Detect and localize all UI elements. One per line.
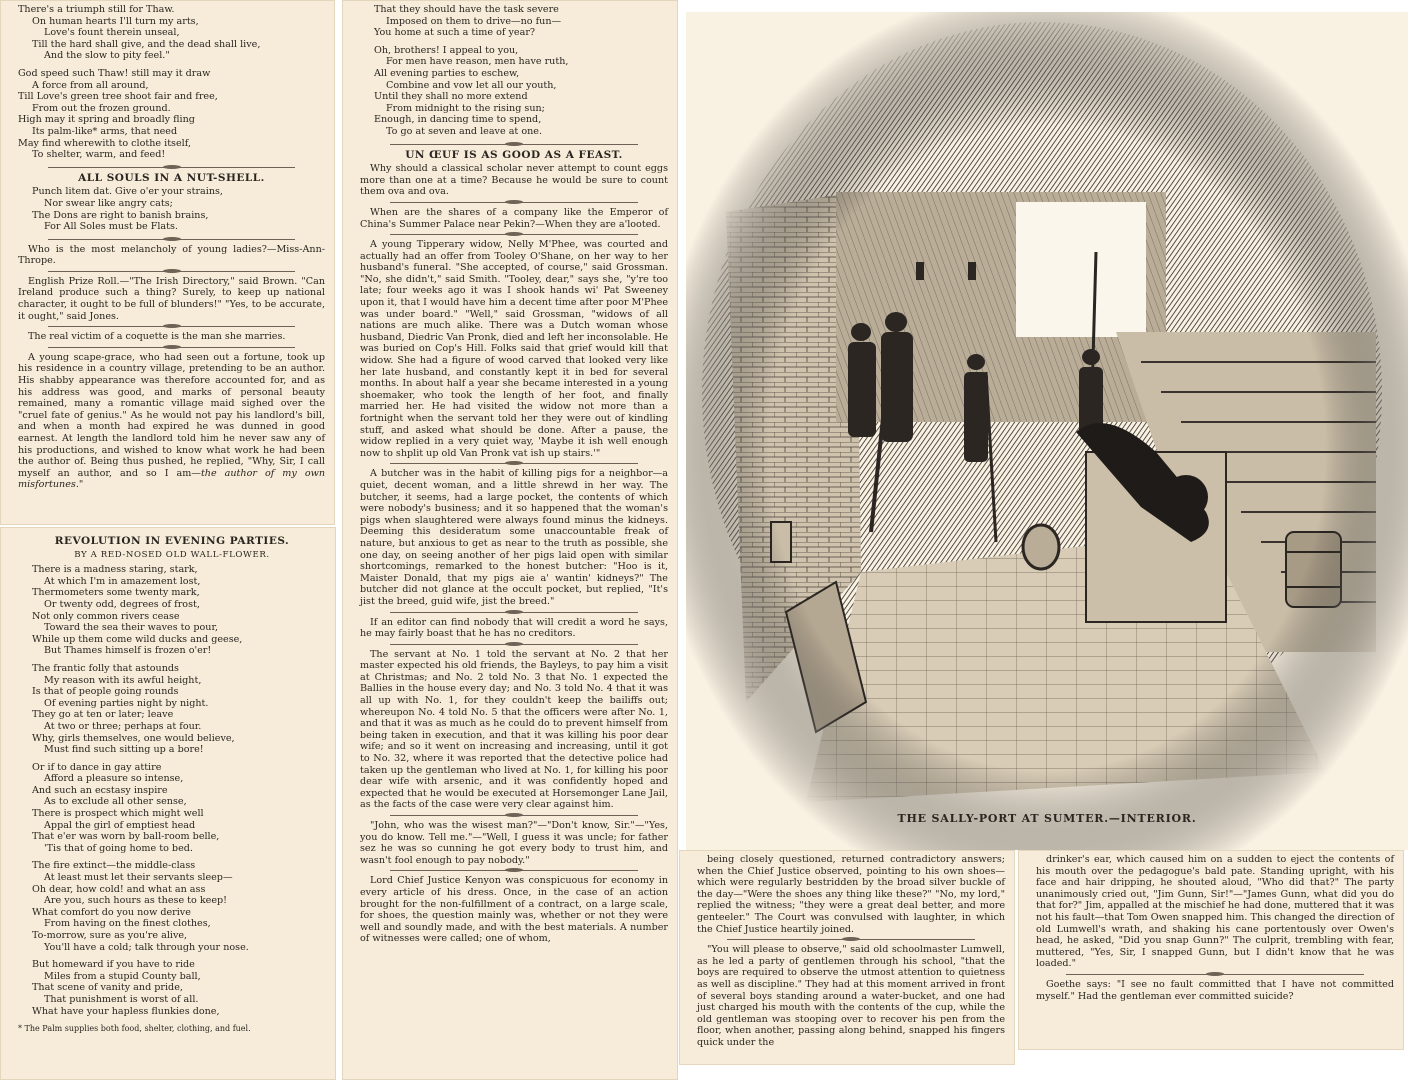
verse-line: For All Soles must be Flats. [44, 221, 178, 233]
paragraph: being closely questioned, returned contradictory answers; when the Chief Justice observed, pointing to his own shoes—which were regularly bestridden by the broad silver buckle of the day—"Were the shoes any thing like these?" "No, my lord," replied the witness; "they were a great deal better, and more genteeler." The Court was convulsed with laughter, in which the Chief Justice heartily joined. [697, 854, 1005, 935]
verse-line: That e'er was worn by ball-room belle, [32, 831, 220, 843]
article-heading: UN ŒUF IS AS GOOD AS A FEAST. [405, 148, 623, 161]
divider [390, 815, 638, 816]
paragraph [18, 352, 325, 491]
verse-line: But Thames himself is frozen o'er! [44, 645, 212, 657]
verse-line: Oh dear, how cold! and what an ass [32, 883, 206, 895]
verse-line: All evening parties to eschew, [374, 67, 520, 79]
verse-line: What comfort do you now derive [32, 906, 191, 918]
engraving-illustration [686, 12, 1408, 850]
verse-line: My reason with its awful height, [44, 674, 202, 686]
divider [48, 167, 295, 168]
verse-line: To go at seven and leave at one. [386, 125, 543, 137]
verse-line: That punishment is worst of all. [44, 993, 199, 1005]
verse-line: Miles from a stupid County ball, [44, 970, 201, 982]
divider [390, 612, 638, 613]
paragraph: A young Tipperary widow, Nelly M'Phee, was courted and actually had an offer from Tooley O'Shane, on her way to her husband's funeral. "She accepted, of course," said Grossman. "No, she didn't," said Smith. "Tooley, dear," says she, "y're too late; four weeks ago it was I shook hands wi' Pat Sweeney upon it, that I would have him a decent time after poor M'Phee was under board." "Well," said Grossman, "widows of all nations are much alike. There was a Dutch woman whose husband, Diedric Van Pronk, died and left her inconsolable. He was buried on Cop's Hill. Folks said that grief would kill that widow. She had a figure of wood carved that looked very like her late husband, and constantly kept it in bed for several months. In about half a year she became interested in a young shoemaker, who took the length of her foot, and finally married her. He had visited the widow not more than a fortnight when the servant told her they were out of kindling stuff, and asked what should be done. After a pause, the widow replied in a very quiet way, 'Maybe it ish well enough now to shplit up old Van Pronk vat ish up stairs.'" [360, 239, 668, 459]
paragraph: English Prize Roll.—"The Irish Directory," said Brown. "Can Ireland produce such a thing? Surely, to keep up national character, it ought to be full of blunders!" "Yes, to be accurate, it ought," said Jones. [18, 275, 325, 322]
verse-line: Appal the girl of emptiest head [44, 819, 196, 831]
article-heading: REVOLUTION IN EVENING PARTIES. [54, 535, 290, 547]
paragraph: A butcher was in the habit of killing pigs for a neighbor—a quiet, decent woman, and a little shrewd in her way. The butcher, it seems, had a large pocket, the contents of which were nobody's business; and it so happened that the woman's pigs when slaughtered were always found minus the kidneys. Deeming this desideratum some unaccountable freak of nature, but anxious to get as near to the truth as possible, she one day, on seeing another of her pigs laid open with similar shortcomings, remarked to the honest butcher: "Hoo is it, Maister Donald, that my pigs aie a' wantin' kidneys?" The butcher did not glance at the occult pocket, but replied, "It's jist the breed, guid wife, jist the breed." [360, 468, 668, 607]
verse-line: From having on the finest clothes, [44, 918, 211, 930]
footnote: * The Palm supplies both food, shelter, clothing, and fuel. [18, 1024, 251, 1034]
paragraph: The servant at No. 1 told the servant at No. 2 that her master expected his old friends, the Bayleys, to pay him a visit at Christmas; and No. 2 told No. 3 that No. 1 expected the Ballies in the house every day; and No. 3 told No. 4 that it was all up with No. 1, for they couldn't keep the bailiffs out; whereupon No. 4 told No. 5 that the officers were after No. 1, and that it was as much as he could do to prevent himself from being taken in execution, and that it was killing his poor dear wife; and so it went on increasing and increasing, until it got to No. 32, where it was reported that the detective police had taken up the gentleman who lived at No. 1, for killing his poor dear wife with arsenic, and it was confidently hoped and expected that he would be executed at Horsemonger Lane Jail, as the facts of the case were very clear against him. [360, 648, 668, 811]
verse-line: Or if to dance in gay attire [32, 761, 162, 773]
verse-line: Imposed on them to drive—no fun— [386, 15, 562, 27]
verse-line: And such an ecstasy inspire [32, 784, 168, 796]
divider [48, 347, 295, 348]
verse-line: From out the frozen ground. [32, 102, 171, 114]
paragraph: If an editor can find nobody that will credit a word he says, he may fairly boast that he has no creditors. [360, 616, 668, 640]
verse-stanza [360, 45, 668, 138]
verse-line: You home at such a time of year? [374, 27, 536, 39]
verse-line: That they should have the task severe [374, 4, 559, 15]
verse-line: There's a triumph still for Thaw. [18, 4, 175, 15]
verse-line: To shelter, warm, and feed! [32, 149, 166, 161]
verse-line: Or twenty odd, degrees of frost, [44, 598, 200, 610]
verse-line: There is prospect which might well [32, 808, 204, 820]
verse-line: High may it spring and broadly fling [18, 114, 195, 126]
verse-line: For men have reason, men have ruth, [386, 56, 569, 68]
verse-line: God speed such Thaw! still may it draw [18, 67, 211, 79]
paragraph-ending: the author of my own misfortunes." [18, 467, 325, 491]
verse-line: Thermometers some twenty mark, [32, 587, 200, 599]
clipping-middle [342, 0, 678, 1080]
paragraph: "John, who was the wisest man?"—"Don't know, Sir."—"Yes, you do know. Tell me."—"Well, I guess it was uncle; for father sez he was so cunning he got every body to trust him, and wasn't fool enough to pay nobody." [360, 820, 668, 866]
verse-line: Love's fount therein unseal, [44, 27, 180, 39]
divider [390, 644, 638, 645]
verse-line: Is that of people going rounds [32, 686, 179, 698]
sally-port-engraving [686, 12, 1408, 850]
verse-line: The frantic folly that astounds [32, 662, 179, 674]
divider [1066, 974, 1364, 975]
verse-line: Of evening parties night by night. [44, 697, 209, 709]
verse-stanza [18, 564, 326, 657]
verse-line: As to exclude all other sense, [44, 796, 187, 808]
paragraph: Goethe says: "I see no fault committed that I have not committed myself." Had the gentleman ever committed suicide? [1036, 978, 1394, 1002]
verse-line: At two or three; perhaps at four. [44, 720, 202, 732]
verse-line: Its palm-like* arms, that need [32, 125, 178, 137]
paragraph: drinker's ear, which caused him on a sudden to eject the contents of his mouth over the pedagogue's bald pate. Standing upright, with his face and hair dripping, he shouted aloud, "Who did that?" The party unanimously cried out, "Jim Gunn, Sir!"—"James Gunn, what did you do that for?" Jim, appalled at the mischief he had done, muttered that it was not his fault—that Tom Owen snapped him. This changed the direction of old Lumwell's wrath, and shaking his cane portentously over Owen's head, he asked, "Did you snap Gunn?" The culprit, trembling with fear, muttered, "Yes, Sir, I snapped Gunn, but I didn't know that he was loaded." [1036, 854, 1394, 970]
divider [390, 870, 638, 871]
clipping-top-left [0, 0, 335, 525]
verse-line: The Dons are right to banish brains, [32, 209, 209, 221]
verse-line: That scene of vanity and pride, [32, 982, 183, 994]
divider [390, 234, 638, 235]
paragraph: Who is the most melancholy of young ladies?—Miss-Ann-Thrope. [18, 243, 325, 267]
verse-line: Combine and vow let all our youth, [386, 79, 557, 91]
verse-line: What have your hapless flunkies done, [32, 1005, 220, 1017]
paragraph: Why should a classical scholar never attempt to count eggs more than one at a time? Because he would be sure to count them ova and ova. [360, 163, 668, 198]
divider [727, 939, 975, 940]
verse-stanza [18, 959, 326, 1017]
verse-line: Afford a pleasure so intense, [44, 773, 184, 785]
verse-god-speed [18, 68, 325, 161]
paragraph-text: A young scape-grace, who had seen out a fortune, took up his residence in a country village, pretending to be an author. His shabby appearance was therefore accounted for, and as his address was good, and marks of personal beauty remained, many a romantic village maid sighed over the "cruel fate of genius." As he would not pay his landlord's bill, and when a month had expired he was dunned in good earnest. At length the landlord told him he never saw any of his productions, and wished to know what work he had been the author of. Being thus pushed, he replied, "Why, Sir, I call myself an author, and so I am— [18, 351, 325, 479]
divider [390, 144, 638, 145]
verse-line: There is a madness staring, stark, [32, 564, 198, 576]
clipping-bottom-left [0, 527, 336, 1080]
verse-line: They go at ten or later; leave [32, 709, 174, 721]
verse-stanza [360, 4, 668, 39]
verse-all-souls [18, 186, 325, 232]
verse-line: At which I'm in amazement lost, [44, 575, 201, 587]
paragraph: The real victim of a coquette is the man she marries. [28, 331, 286, 343]
verse-line: 'Tis that of going home to bed. [44, 842, 193, 854]
verse-line: Until they shall no more extend [374, 91, 528, 103]
verse-line: Are you, such hours as these to keep! [44, 895, 228, 907]
verse-stanza [18, 663, 326, 756]
verse-line: The fire extinct—the middle-class [32, 860, 196, 872]
verse-line: Toward the sea their waves to pour, [44, 622, 219, 634]
verse-line: Till Love's green tree shoot fair and free, [18, 91, 218, 103]
verse-line: On human hearts I'll turn my arts, [32, 15, 199, 27]
divider [48, 271, 295, 272]
verse-line: Must find such sitting up a bore! [44, 744, 204, 756]
divider [48, 239, 295, 240]
verse-line: Oh, brothers! I appeal to you, [374, 44, 519, 56]
divider [390, 202, 638, 203]
divider [48, 326, 295, 327]
verse-stanza [18, 860, 326, 953]
byline: BY A RED-NOSED OLD WALL-FLOWER. [74, 549, 270, 560]
verse-line: You'll have a cold; talk through your nose. [44, 941, 249, 953]
divider [390, 463, 638, 464]
verse-line: From midnight to the rising sun; [386, 102, 545, 114]
clipping-bottom-right [1018, 850, 1404, 1050]
verse-line: Why, girls themselves, one would believe, [32, 732, 235, 744]
verse-line: Nor swear like angry cats; [44, 197, 173, 209]
paragraph: When are the shares of a company like the Emperor of China's Summer Palace near Pekin?—When they are a'looted. [360, 206, 668, 230]
verse-line: Not only common rivers cease [32, 610, 180, 622]
verse-line: May find wherewith to clothe itself, [18, 137, 191, 149]
verse-line: Punch litem dat. Give o'er your strains, [32, 186, 223, 198]
verse-line: But homeward if you have to ride [32, 959, 195, 971]
clipping-bottom-center [679, 850, 1015, 1065]
illustration-caption: THE SALLY-PORT AT SUMTER.—INTERIOR. [897, 812, 1197, 825]
verse-line: While up them come wild ducks and geese, [32, 633, 243, 645]
paragraph: Lord Chief Justice Kenyon was conspicuous for economy in every article of his dress. Once, in the case of an action brought for the non-fulfillment of a contract, on a large scale, for shoes, the question mainly was, whether or not they were well and soundly made, and with the best materials. A number of witnesses were called; one of whom, [360, 875, 668, 945]
verse-thaw-end [18, 4, 325, 62]
verse-line: To-morrow, sure as you're alive, [32, 930, 188, 941]
paragraph: "You will please to observe," said old schoolmaster Lumwell, as he led a party of gentlemen through his school, "that the boys are required to observe the utmost attention to quietness as well as discipline." They had at this moment arrived in front of several boys standing around a water-bucket, and one had just charged his mouth with the contents of the cup, while the old gentleman was stooping over to recover his pen from the floor, when another, passing along behind, snapped his fingers quick under the [697, 944, 1005, 1048]
verse-line: A force from all around, [32, 79, 149, 91]
article-heading: ALL SOULS IN A NUT-SHELL. [78, 171, 265, 184]
verse-line: Till the hard shall give, and the dead shall live, [32, 38, 261, 50]
verse-stanza [18, 762, 326, 855]
verse-line: Enough, in dancing time to spend, [374, 114, 542, 126]
verse-line: And the slow to pity feel." [44, 50, 170, 62]
verse-line: At least must let their servants sleep— [44, 872, 233, 884]
